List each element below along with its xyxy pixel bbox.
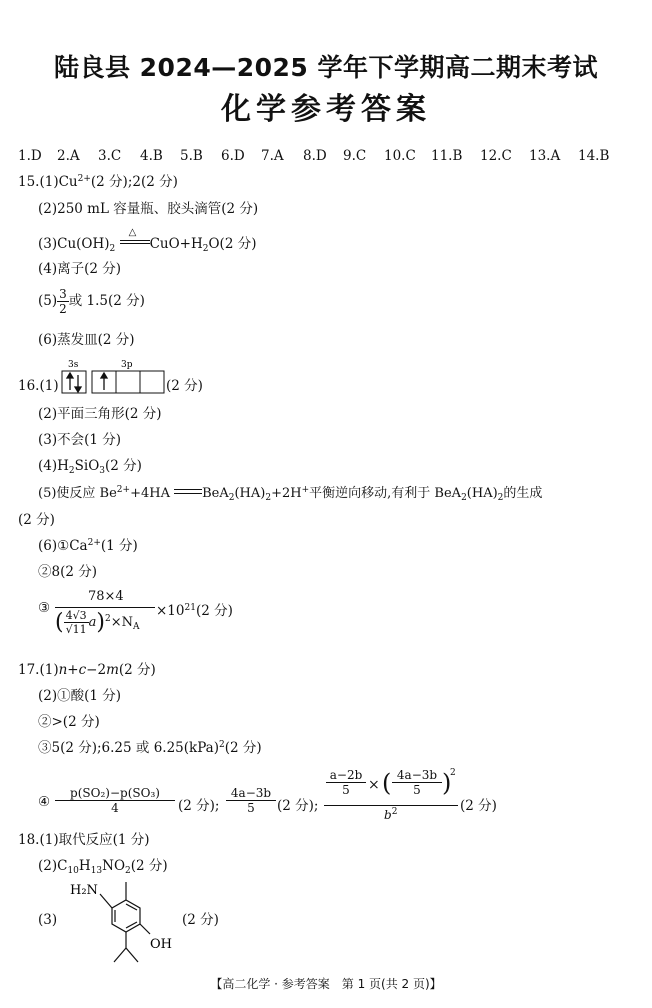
q15-line6: (6)蒸发皿(2 分): [38, 332, 135, 348]
q16-l5-sub4: 2: [497, 493, 504, 503]
power-ten: ×10: [156, 603, 185, 619]
q16-line1-score: (2 分): [166, 378, 203, 394]
f3b-num: 4a−3b: [392, 768, 442, 783]
q18-line3: (3): [38, 912, 58, 928]
q16-line3: (3)不会(1 分): [38, 432, 122, 448]
f3b-den: 5: [413, 783, 421, 797]
mc-answer-item: 11.B: [431, 148, 463, 164]
f3b: [392, 768, 442, 797]
q16-l8-inner-fraction: [64, 609, 89, 636]
orbital-box-3s: [62, 371, 86, 393]
f3a-den: 5: [342, 783, 350, 797]
q15-l5-pre: (5): [38, 293, 58, 309]
mc-answer-item: 9.C: [343, 148, 367, 164]
q16-l8-score: (2 分): [195, 603, 233, 619]
q15-l3-score: O(2 分): [208, 236, 257, 252]
q17-l5-s3: (2 分): [460, 798, 497, 814]
frac-den: 2: [59, 302, 67, 316]
q15-l3-sub2: 2: [202, 244, 209, 254]
paren-close-2: ): [442, 769, 452, 797]
q16-l4-text: (4)H: [38, 458, 69, 474]
orbital-3p-label: 3p: [121, 360, 133, 370]
q17-l5-f3-bar: [324, 805, 458, 806]
orbital-box-3p-3: [140, 371, 164, 393]
q15-l3-sub: 2: [109, 244, 116, 254]
f3a-num: a−2b: [326, 768, 366, 783]
frac-num: 3: [59, 287, 67, 301]
mc-answer-item: 10.C: [384, 148, 416, 164]
q15-l5-score: 或 1.5(2 分): [68, 293, 145, 309]
q15-line3: [38, 227, 257, 254]
q17-l5-circle: ④: [38, 794, 51, 810]
q15-l3-text: (3)Cu(OH): [38, 236, 110, 252]
q18-l2-score: (2 分): [130, 858, 168, 874]
mc-answer-item: 6.D: [221, 148, 245, 164]
q15-line5: [38, 287, 145, 323]
q18-l2-sub3: 2: [125, 866, 131, 876]
mc-answer-item: 3.C: [98, 148, 122, 164]
paren-open-2: (: [382, 769, 392, 797]
q16-line5-cont: (2 分): [18, 512, 55, 528]
q18-line2: [38, 857, 168, 875]
q16-l5-h: 的生成: [503, 486, 543, 501]
q16-l4-mid: SiO: [74, 458, 100, 474]
square-sup: 2: [104, 614, 111, 624]
q16-l5-c: BeA: [202, 486, 229, 501]
mc-answer-item: 1.D: [18, 148, 42, 164]
orbital-3s-label: 3s: [68, 360, 79, 370]
q16-l4-score: (2 分): [105, 458, 142, 474]
q16-l6-text: (6)①Ca: [38, 538, 88, 554]
var-a: a: [88, 615, 97, 630]
f2-den: 5: [247, 801, 255, 815]
q16-l5-d: (HA): [234, 486, 266, 501]
orbital-diagram: [60, 355, 180, 397]
q18-l2-sub1: 10: [67, 866, 79, 876]
q17-line4: [38, 739, 262, 757]
heat-arrow: [120, 227, 150, 248]
q18-l2-h: H: [78, 858, 91, 874]
q16-l5-f: 平衡逆向移动,有利于 BeA: [309, 486, 462, 501]
q17-l5-s2: (2 分);: [277, 798, 319, 814]
q16-l8-fraction-bar: [55, 607, 155, 608]
nh2-label: H₂N: [70, 883, 98, 898]
q16-l5-sub3: 2: [461, 493, 467, 503]
q16-l8-denominator: [55, 609, 139, 649]
page-subtitle: 化学参考答案: [221, 92, 431, 127]
power-exp: 21: [184, 603, 196, 613]
benzene-ring: [100, 882, 150, 962]
f3-square: 2: [450, 768, 456, 778]
q16-line5: [38, 485, 542, 503]
q15-line1: [18, 173, 178, 191]
q16-l4-sub1: 2: [68, 466, 75, 476]
q16-l5-sup2: +: [301, 485, 310, 495]
q16-l6-sup: 2+: [87, 538, 101, 548]
delta-symbol: △: [128, 227, 137, 238]
mc-answer-item: 2.A: [57, 148, 80, 164]
q16-l4-sub2: 3: [99, 466, 106, 476]
q18-line1: 18.(1)取代反应(1 分): [18, 832, 150, 848]
q16-l5-sub2: 2: [265, 493, 272, 503]
q16-l5-e: +2H: [271, 486, 302, 501]
f2-num: 4a−3b: [226, 786, 276, 801]
q15-l3-mid: CuO+H: [149, 236, 203, 252]
q15-line4: (4)离子(2 分): [38, 261, 122, 277]
times-sign: ×: [368, 777, 380, 793]
q17-l5-f3-denominator: [384, 808, 397, 822]
f1-num: p(SO₂)−p(SO₃): [55, 786, 175, 801]
q17-l4-text: ③5(2 分);6.25 或 6.25(kPa): [38, 740, 219, 756]
mc-answer-item: 8.D: [303, 148, 327, 164]
q17-l4-sup: 2: [219, 740, 225, 750]
structural-formula: [60, 876, 200, 976]
q16-l6-score: (1 分): [100, 538, 138, 554]
q18-l2-c: (2)C: [38, 858, 68, 874]
q16-l8-numerator: 78×4: [88, 589, 124, 604]
paren-close: ): [96, 610, 105, 635]
avogadro-sub: A: [132, 622, 140, 632]
q16-l5-sub1: 2: [228, 493, 235, 503]
q16-l5-a: (5)使反应 Be: [38, 486, 117, 501]
q16-line7: ②8(2 分): [38, 564, 98, 580]
q17-l5-s1: (2 分);: [178, 798, 220, 814]
q16-l5-b: +4HA: [130, 486, 170, 501]
inner-num: 4√3: [65, 609, 87, 622]
f3a: [326, 768, 366, 797]
mc-answer-item: 5.B: [180, 148, 203, 164]
q17-line2: (2)①酸(1 分): [38, 688, 122, 704]
oh-label: OH: [150, 937, 172, 952]
f1-den: 4: [111, 801, 119, 815]
q16-line2: (2)平面三角形(2 分): [38, 406, 162, 422]
inner-den: √11: [65, 623, 87, 636]
page-title: 陆良县 2024—2025 学年下学期高二期末考试: [53, 53, 599, 82]
mc-answer-item: 12.C: [480, 148, 512, 164]
q16-line1-pre: 16.(1): [18, 378, 59, 394]
f3-den-b: b: [384, 808, 392, 822]
q15-l1-sup: 2+: [77, 174, 91, 184]
q17-line1: 17.(1)n+c−2m(2 分): [18, 662, 156, 678]
mc-answer-item: 4.B: [140, 148, 163, 164]
q18-line3-score: (2 分): [182, 912, 219, 928]
q16-l5-sup1: 2+: [116, 485, 131, 495]
mc-answer-item: 13.A: [529, 148, 561, 164]
equilibrium-arrow: [174, 485, 202, 497]
q16-l5-g: (HA): [466, 486, 498, 501]
mc-answer-item: 7.A: [261, 148, 284, 164]
q16-l8-tail: [156, 599, 233, 619]
q18-l2-sub2: 13: [90, 866, 103, 876]
q17-line3: ②>(2 分): [38, 714, 100, 730]
q16-line4: [38, 457, 142, 475]
q17-l5-f1: [55, 786, 175, 815]
fraction-three-halves: [57, 287, 69, 316]
q17-l4-score: (2 分): [224, 740, 262, 756]
page-footer: 【高二化学 · 参考答案 第 1 页(共 2 页)】: [210, 977, 442, 991]
f3-den-sq: 2: [391, 807, 398, 817]
q17-l5-f2: [226, 786, 276, 815]
q15-line2: (2)250 mL 容量瓶、胶头滴管(2 分): [38, 201, 259, 217]
avogadro: ×N: [110, 615, 133, 630]
orbital-box-3p-2: [116, 371, 140, 393]
electron-arrows: [67, 373, 107, 392]
q15-l1-score: (2 分);2(2 分): [90, 174, 178, 190]
mc-answer-item: 14.B: [578, 148, 610, 164]
q16-line6: [38, 537, 138, 555]
paren-open: (: [55, 610, 64, 635]
q15-l1-text: 15.(1)Cu: [18, 174, 78, 190]
q16-l8-circle: ③: [38, 600, 51, 616]
q18-l2-no: NO: [102, 858, 126, 874]
